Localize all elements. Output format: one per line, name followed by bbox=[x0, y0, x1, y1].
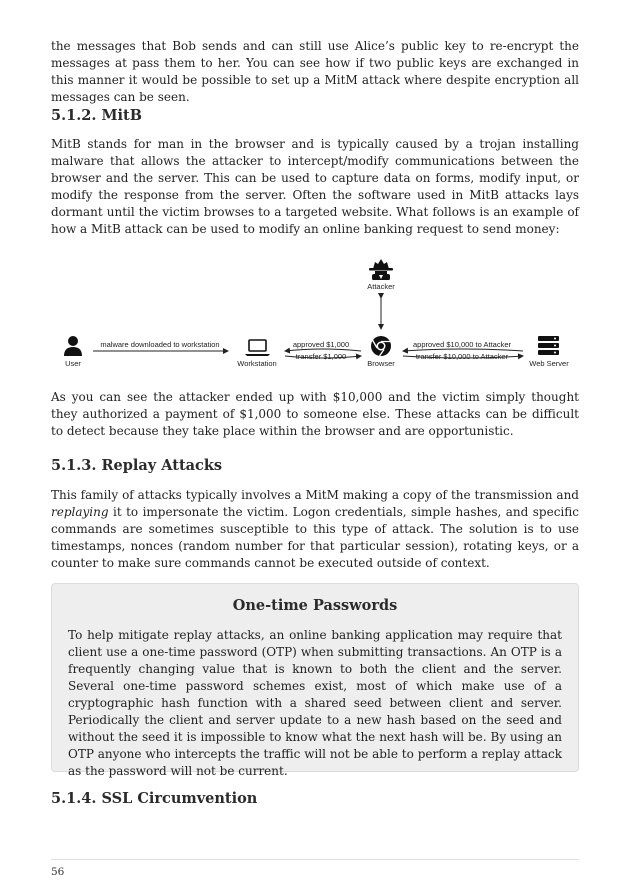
callout-title: One-time Passwords bbox=[232, 597, 398, 614]
callout-body: To help mitigate replay attacks, an online banking application may require that client use a one-time password (OTP) when submitting transactions. An OTP is a frequently changing value that is known to both the client and the server. Several one-time password schemes exist, most of which make use of a cryptographic hash function with a shared seed between client and server. Periodically the client and server update to a new hash based on the seed and without the seed it is impossible to know what the next hash will be. By using an OTP anyone who intercepts the traffic will not be able to perform a replay attack as the password will not be current. bbox=[68, 628, 562, 778]
page-number: 56 bbox=[51, 866, 65, 878]
browser-workstation-arrow bbox=[285, 349, 361, 351]
edge-label-transfer-10000: transfer $10,000 to Attacker bbox=[415, 352, 509, 361]
callout-box bbox=[51, 583, 579, 778]
heading-replay-attacks: 5.1.3. Replay Attacks bbox=[51, 457, 223, 474]
replay-text-2: it to impersonate the victim. Logon credentials, simple hashes, and specific commands are sometimes susceptible to this type of attack. The solution is to use timestamps, nonces (random number for that particular session), rotating keys, or a counter to make sure commands cannot be executed outside of context. bbox=[51, 505, 579, 570]
after-diagram-paragraph: As you can see the attacker ended up with $10,000 and the victim simply thought they authorized a payment of $1,000 to someone else. These attacks can be difficult to detect because they take place within the browser and are opportunistic. bbox=[51, 390, 579, 438]
mitb-diagram bbox=[51, 255, 579, 375]
heading-ssl-circumvention: 5.1.4. SSL Circumvention bbox=[51, 790, 258, 807]
web-server-label: Web Server bbox=[529, 359, 569, 368]
browser-icon bbox=[371, 336, 391, 356]
edge-label-malware: malware downloaded to workstation bbox=[100, 340, 220, 349]
attacker-label: Attacker bbox=[367, 282, 395, 291]
edge-label-approved-1000: approved $1,000 bbox=[292, 340, 350, 349]
edge-label-transfer-1000: transfer $1,000 bbox=[295, 352, 347, 361]
replay-paragraph bbox=[51, 487, 579, 572]
server-icon bbox=[538, 336, 559, 355]
intro-paragraph: the messages that Bob sends and can still use Alice’s public key to re-encrypt the messages at pass them to her. You can see how if two public keys are exchanged in this manner it would be possible to set up a MitM attack where despite encryption all messages can be seen. bbox=[51, 39, 579, 104]
user-label: User bbox=[65, 359, 81, 368]
mitb-diagram-svg bbox=[51, 255, 579, 375]
attacker-icon bbox=[369, 259, 393, 280]
workstation-label: Workstation bbox=[237, 359, 277, 368]
browser-label: Browser bbox=[367, 359, 395, 368]
replay-text-1: This family of attacks typically involves a MitM making a copy of the transmission and bbox=[51, 488, 579, 502]
heading-mitb: 5.1.2. MitB bbox=[51, 107, 142, 124]
edge-label-approved-10000: approved $10,000 to Attacker bbox=[413, 340, 511, 349]
footer-divider bbox=[51, 859, 579, 860]
server-browser-arrow bbox=[403, 349, 523, 351]
replay-emphasis: replaying bbox=[51, 505, 109, 519]
laptop-icon bbox=[245, 340, 270, 356]
user-icon bbox=[64, 336, 82, 356]
mitb-paragraph: MitB stands for man in the browser and is typically caused by a trojan installing malware that allows the attacker to intercept/modify communications between the browser and the server. This can be used to capture data on forms, modify input, or modify the response from the server. Often the software used in MitB attacks lays dormant until the victim browses to a targeted website. What follows is an example of how a MitB attack can be used to modify an online banking request to send money: bbox=[51, 137, 579, 236]
